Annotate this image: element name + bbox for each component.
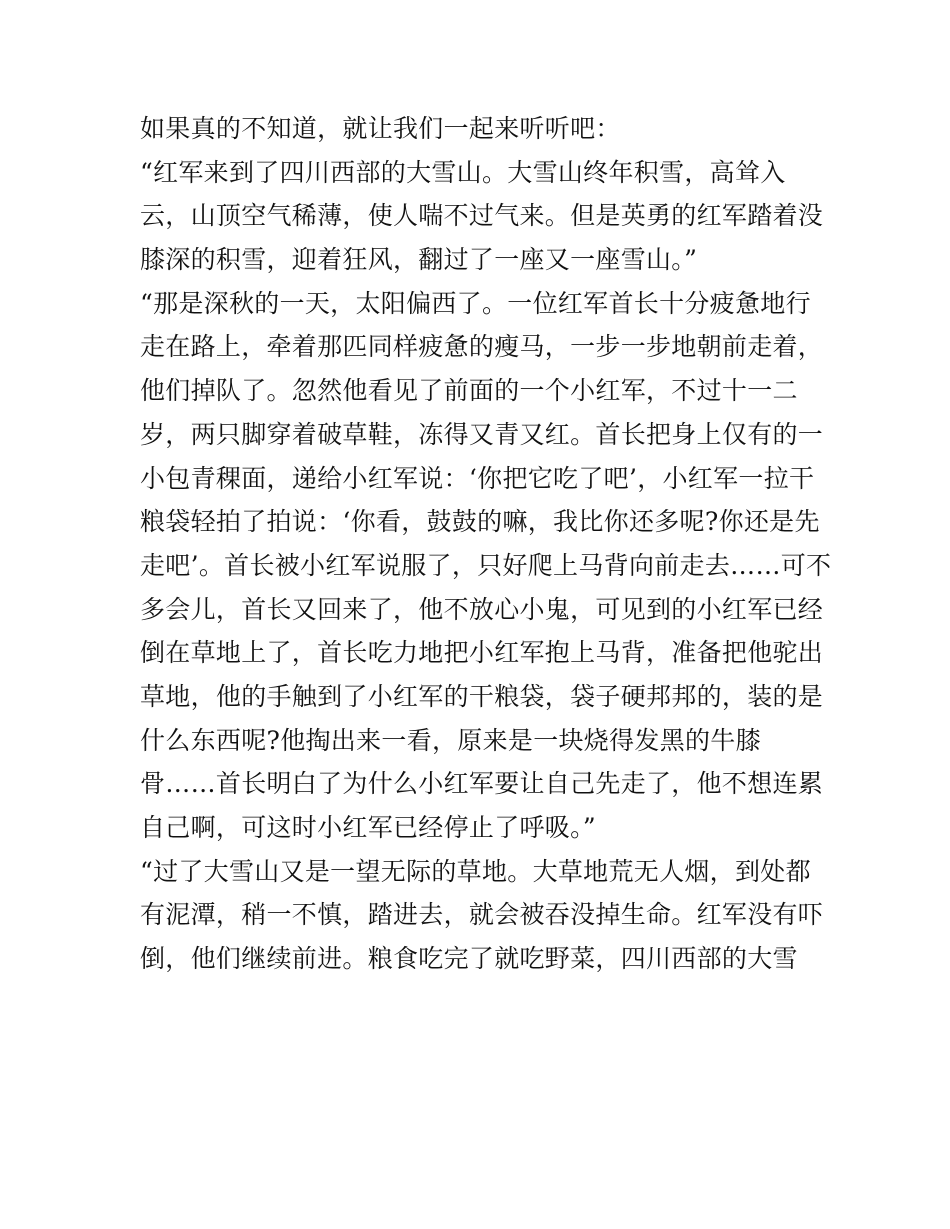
text-line: 倒，他们继续前进。粮食吃完了就吃野菜，四川西部的大雪 [140, 944, 798, 974]
text-line: “那是深秋的一天，太阳偏西了。一位红军首长十分疲惫地行 [140, 288, 811, 318]
text-line: “过了大雪山又是一望无际的草地。大草地荒无人烟，到处都 [140, 856, 811, 886]
text-line: 有泥潭，稍一不慎，踏进去，就会被吞没掉生命。红军没有吓 [140, 900, 824, 930]
text-line: 走吧’。首长被小红军说服了，只好爬上马背向前走去……可不 [140, 550, 832, 580]
text-line: 如果真的不知道，就让我们一起来听听吧： [140, 114, 621, 143]
text-line: 云，山顶空气稀薄，使人喘不过气来。但是英勇的红军踏着没 [140, 201, 824, 231]
text-line: 小包青稞面，递给小红军说：‘你把它吃了吧’，小红军一拉干 [140, 463, 815, 493]
text-line: 膝深的积雪，迎着狂风，翻过了一座又一座雪山。” [140, 245, 698, 275]
text-line: 岁，两只脚穿着破草鞋，冻得又青又红。首长把身上仅有的一 [140, 419, 824, 449]
text-line: 什么东西呢?他掏出来一看，原来是一块烧得发黑的牛膝 [140, 725, 761, 755]
text-line: 多会儿，首长又回来了，他不放心小鬼，可见到的小红军已经 [140, 594, 824, 624]
body-text [140, 107, 832, 981]
text-line: 骨……首长明白了为什么小红军要让自己先走了，他不想连累 [140, 769, 824, 799]
text-line: 走在路上，牵着那匹同样疲惫的瘦马，一步一步地朝前走着， [140, 332, 824, 362]
text-line: 他们掉队了。忽然他看见了前面的一个小红军，不过十一二 [140, 376, 798, 406]
text-line: 倒在草地上了，首长吃力地把小红军抱上马背，准备把他驼出 [140, 638, 824, 668]
text-line: 自己啊，可这时小红军已经停止了呼吸。” [140, 813, 596, 842]
text-line: 粮袋轻拍了拍说：‘你看，鼓鼓的嘛，我比你还多呢?你还是先 [140, 507, 820, 537]
text-line: 草地，他的手触到了小红军的干粮袋，袋子硬邦邦的，装的是 [140, 681, 824, 711]
text-line: “红军来到了四川西部的大雪山。大雪山终年积雪，高耸入 [140, 157, 786, 187]
